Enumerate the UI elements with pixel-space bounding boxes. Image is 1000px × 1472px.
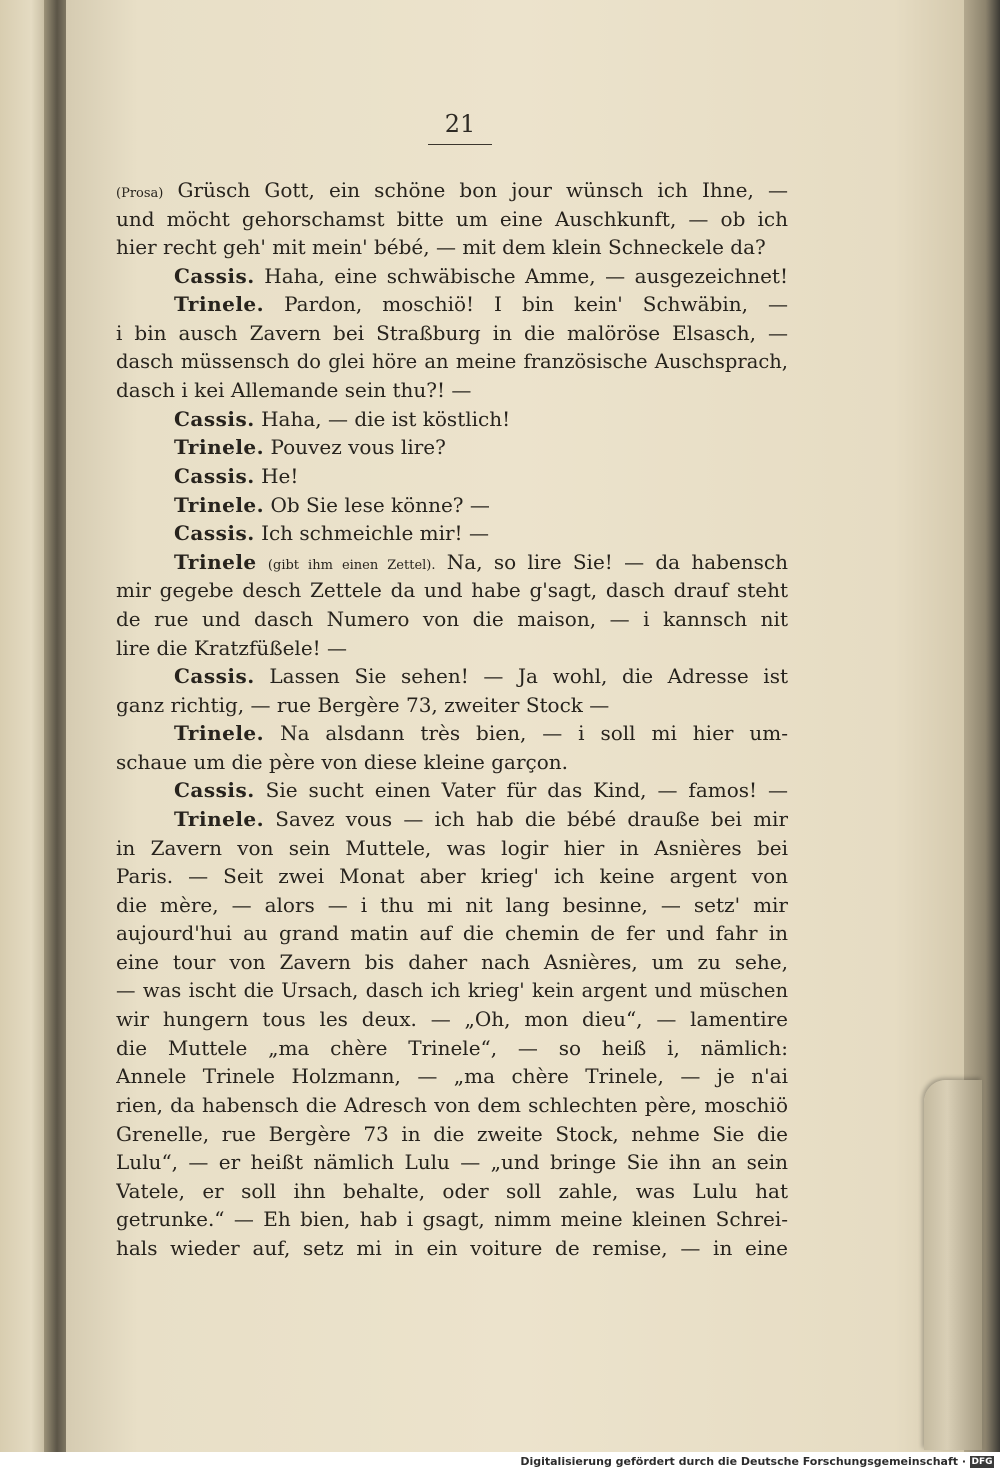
line-text: Haha, eine schwäbische Amme, — ausgezeichnet! — [264, 263, 788, 288]
text-line — [116, 519, 788, 548]
text-line — [116, 634, 788, 663]
text-line — [116, 262, 788, 291]
text-line — [116, 748, 788, 777]
text-line — [116, 348, 788, 377]
line-text: lire die Kratzfüßele! — — [116, 635, 348, 660]
text-line — [116, 862, 788, 891]
text-line — [116, 1148, 788, 1177]
line-text: die Muttele „ma chère Trinele“, — so heiß i, nämlich: — [116, 1035, 788, 1060]
text-line — [116, 462, 788, 491]
line-text: Grenelle, rue Bergère 73 in die zweite Stock, nehme Sie die — [116, 1121, 788, 1146]
line-text: Na alsdann très bien, — i soll mi hier um- — [280, 721, 788, 746]
line-text: ganz richtig, — rue Bergère 73, zweiter Stock — — [116, 692, 610, 717]
speaker-name: Trinele. — [174, 721, 265, 746]
text-line — [116, 834, 788, 863]
line-text: aujourd'hui au grand matin auf die chemin de fer und fahr in — [116, 921, 788, 946]
text-line — [116, 919, 788, 948]
line-text: eine tour von Zavern bis daher nach Asnières, um zu sehe, — [116, 950, 788, 975]
dfg-logo: DFG — [971, 1457, 993, 1467]
text-line — [116, 1177, 788, 1206]
line-text: Pouvez vous lire? — [270, 435, 446, 460]
speaker-name: Cassis. — [174, 463, 255, 488]
speaker-name: Trinele. — [174, 292, 265, 317]
line-text: die mère, — alors — i thu mi nit lang besinne, — setz' mir — [116, 892, 788, 917]
line-text: — was ischt die Ursach, dasch ich krieg' kein argent und müschen — [116, 978, 788, 1002]
text-line — [116, 405, 788, 434]
line-text: schaue um die père von diese kleine garçon. — [116, 749, 568, 774]
line-text: Haha, — die ist köstlich! — [261, 406, 511, 431]
speaker-name: Cassis. — [174, 263, 255, 288]
line-text: Na, so lire Sie! — da habensch — [446, 549, 788, 574]
text-line — [116, 719, 788, 748]
speaker-name: Cassis. — [174, 521, 255, 546]
text-line — [116, 805, 788, 834]
text-line — [116, 1062, 788, 1091]
text-line — [116, 433, 788, 462]
line-text: in Zavern von sein Muttele, was logir hier in Asnières bei — [116, 835, 788, 860]
page-number: 21 — [444, 110, 476, 138]
text-block — [116, 176, 788, 1263]
stage-direction: (Prosa) — [116, 186, 164, 201]
text-line — [116, 233, 788, 262]
text-line — [116, 205, 788, 234]
text-line — [116, 176, 788, 205]
line-text: i bin ausch Zavern bei Straßburg in die malöröse Elsasch, — — [116, 320, 788, 345]
line-text: und möcht gehorschamst bitte um eine Auschkunft, — ob ich — [116, 206, 788, 231]
line-text: Lulu“, — er heißt nämlich Lulu — „und bringe Sie ihn an sein — [116, 1150, 788, 1175]
line-text: Sie sucht einen Vater für das Kind, — famos! — — [265, 778, 788, 803]
text-line — [116, 1205, 788, 1234]
line-text: dasch i kei Allemande sein thu?! — — [116, 378, 472, 403]
line-text: hier recht geh' mit mein' bébé, — mit dem klein Schneckele da? — [116, 235, 766, 260]
text-line — [116, 376, 788, 405]
speaker-name: Cassis. — [174, 664, 255, 689]
text-line — [116, 948, 788, 977]
line-text: Lassen Sie sehen! — Ja wohl, die Adresse ist — [269, 664, 788, 689]
line-text: dasch müssensch do glei höre an meine französische Auschsprach, — [116, 349, 788, 373]
speaker-name: Trinele — [174, 549, 257, 574]
stage-direction: (gibt ihm einen Zettel). — [267, 557, 436, 573]
text-line — [116, 1005, 788, 1034]
line-text: hals wieder auf, setz mi in ein voiture de remise, — in eine — [116, 1235, 788, 1260]
speaker-name: Cassis. — [174, 406, 255, 431]
speaker-name: Trinele. — [174, 435, 265, 460]
footer-bar — [0, 1452, 1000, 1472]
speaker-name: Trinele. — [174, 492, 265, 517]
line-text: de rue und dasch Numero von die maison, — i kannsch nit — [116, 606, 788, 631]
book-tab — [924, 1080, 982, 1450]
line-text: Grüsch Gott, ein schöne bon jour wünsch ich Ihne, — — [177, 178, 788, 202]
text-line — [116, 662, 788, 691]
line-text: He! — [261, 463, 299, 488]
line-text: mir gegebe desch Zettele da und habe g'sagt, dasch drauf steht — [116, 578, 788, 603]
speaker-name: Trinele. — [174, 807, 265, 832]
text-line — [116, 290, 788, 319]
line-text: Ich schmeichle mir! — — [261, 521, 489, 546]
line-text: Ob Sie lese könne? — — [270, 492, 490, 517]
text-line — [116, 1234, 788, 1263]
line-text: Pardon, moschiö! I bin kein' Schwäbin, — — [284, 292, 788, 317]
text-line — [116, 977, 788, 1006]
funding-notice: Digitalisierung gefördert durch die Deutsche Forschungsgemeinschaft · — [520, 1455, 966, 1468]
text-line — [116, 1120, 788, 1149]
line-text: getrunke.“ — Eh bien, hab i gsagt, nimm meine kleinen Schrei- — [116, 1207, 788, 1232]
line-text: rien, da habensch die Adresch von dem schlechten père, moschiö — [116, 1093, 788, 1117]
speaker-name: Cassis. — [174, 778, 255, 803]
text-line — [116, 891, 788, 920]
line-text: Annele Trinele Holzmann, — „ma chère Trinele, — je n'ai — [116, 1064, 788, 1089]
text-line — [116, 491, 788, 520]
text-line — [116, 1034, 788, 1063]
line-text: Paris. — Seit zwei Monat aber krieg' ich keine argent von — [116, 864, 788, 889]
text-line — [116, 691, 788, 720]
text-line — [116, 576, 788, 605]
text-line — [116, 548, 788, 577]
text-line — [116, 319, 788, 348]
page-number-rule — [428, 144, 492, 145]
text-line — [116, 605, 788, 634]
text-line — [116, 776, 788, 805]
line-text: Vatele, er soll ihn behalte, oder soll zahle, was Lulu hat — [116, 1178, 788, 1203]
text-line — [116, 1091, 788, 1120]
line-text: Savez vous — ich hab die bébé drauße bei mir — [275, 807, 788, 832]
line-text: wir hungern tous les deux. — „Oh, mon dieu“, — lamentire — [116, 1007, 788, 1032]
